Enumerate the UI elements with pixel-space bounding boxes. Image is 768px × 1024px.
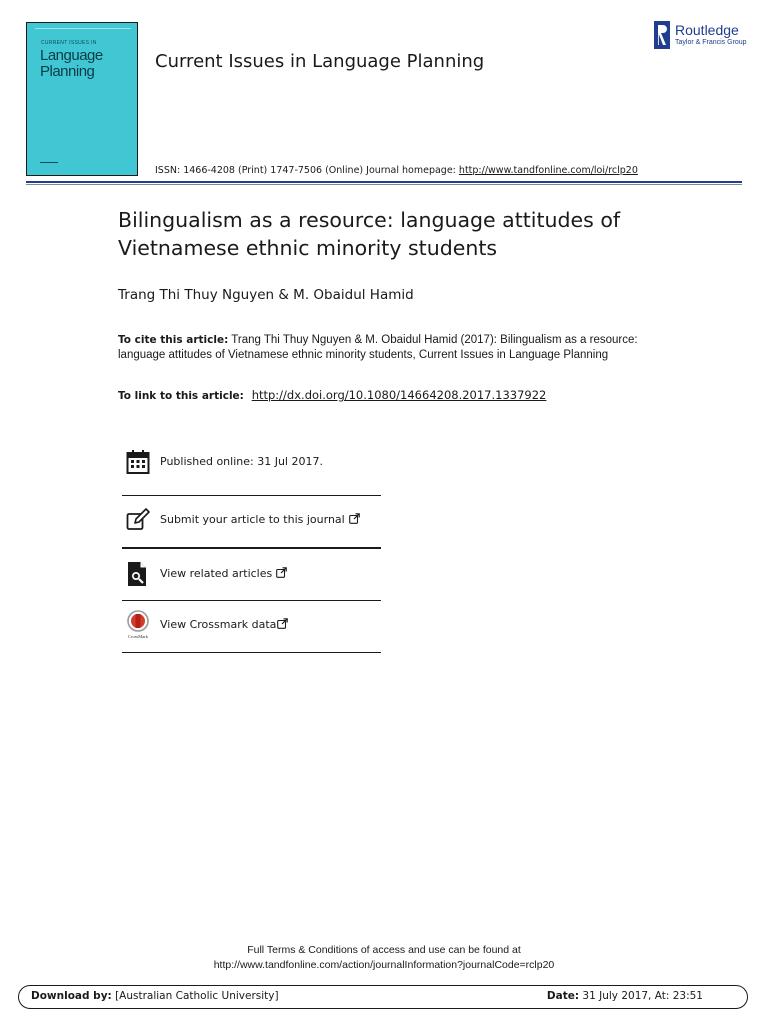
external-link-icon bbox=[349, 513, 360, 524]
submit-article-text: Submit your article to this journal bbox=[160, 513, 345, 526]
submit-article-row[interactable] bbox=[122, 495, 381, 547]
journal-homepage-link[interactable]: http://www.tandfonline.com/loi/rclp20 bbox=[458, 165, 638, 176]
cover-title-line1: Language bbox=[40, 47, 103, 64]
cover-publisher-mark bbox=[40, 162, 58, 169]
document-search-icon bbox=[126, 561, 150, 587]
doi-link[interactable]: http://dx.doi.org/10.1080/14664208.2017.1337922 bbox=[251, 388, 547, 402]
download-info-bar bbox=[18, 985, 748, 1009]
date-value: 31 July 2017, At: 23:51 bbox=[582, 990, 703, 1002]
terms-footer bbox=[0, 943, 768, 973]
edit-icon bbox=[126, 507, 150, 533]
crossmark-icon-text: CrossMark bbox=[128, 634, 148, 639]
related-articles-text: View related articles bbox=[160, 567, 273, 580]
download-label: Download by: bbox=[31, 990, 112, 1002]
related-articles-link[interactable] bbox=[160, 567, 287, 580]
row-divider bbox=[122, 652, 381, 653]
cover-small-text: CURRENT ISSUES IN bbox=[41, 40, 97, 46]
citation-block bbox=[118, 333, 648, 363]
publisher-subtitle: Taylor & Francis Group bbox=[675, 39, 747, 46]
download-by bbox=[31, 990, 279, 1002]
issn-text: ISSN: 1466-4208 (Print) 1747-7506 (Online) Journal homepage: bbox=[155, 165, 456, 176]
terms-line-1: Full Terms & Conditions of access and use can be found at bbox=[247, 944, 521, 956]
crossmark-text: View Crossmark data bbox=[160, 618, 277, 631]
published-online-row bbox=[122, 437, 381, 489]
article-authors: Trang Thi Thuy Nguyen & M. Obaidul Hamid bbox=[118, 287, 414, 303]
publisher-name: Routledge bbox=[675, 22, 739, 38]
cover-title-line2: Planning bbox=[40, 63, 95, 80]
cover-top-rule bbox=[35, 28, 131, 29]
external-link-icon bbox=[276, 567, 287, 578]
related-articles-row[interactable] bbox=[122, 549, 381, 601]
routledge-r-icon bbox=[654, 21, 670, 49]
calendar-icon bbox=[126, 449, 150, 475]
download-date bbox=[547, 990, 703, 1002]
terms-link[interactable]: http://www.tandfonline.com/action/journalInformation?journalCode=rclp20 bbox=[213, 959, 555, 971]
article-title: Bilingualism as a resource: language attitudes of Vietnamese ethnic minority students bbox=[118, 208, 621, 260]
crossmark-icon bbox=[126, 610, 150, 640]
date-label: Date: bbox=[546, 990, 580, 1002]
cite-text: Trang Thi Thuy Nguyen & M. Obaidul Hamid (2017): Bilingualism as a resource: language attitudes of Vietnamese ethnic minority students, Current Issues in Language Planning bbox=[118, 334, 638, 361]
journal-title[interactable]: Current Issues in Language Planning bbox=[155, 51, 485, 72]
cite-label: To cite this article: bbox=[118, 334, 229, 346]
article-link-line bbox=[118, 388, 546, 402]
header-divider bbox=[26, 181, 742, 183]
header-divider-thin bbox=[26, 184, 742, 185]
crossmark-link[interactable] bbox=[160, 618, 288, 631]
journal-cover-image[interactable] bbox=[26, 22, 138, 176]
download-value: [Australian Catholic University] bbox=[115, 990, 279, 1002]
external-link-icon bbox=[277, 618, 288, 629]
link-label: To link to this article: bbox=[118, 390, 244, 402]
submit-article-link[interactable] bbox=[160, 513, 360, 526]
issn-line bbox=[155, 165, 638, 176]
published-online-text: Published online: 31 Jul 2017. bbox=[160, 455, 323, 468]
routledge-logo bbox=[654, 21, 754, 51]
crossmark-row[interactable] bbox=[122, 600, 381, 652]
